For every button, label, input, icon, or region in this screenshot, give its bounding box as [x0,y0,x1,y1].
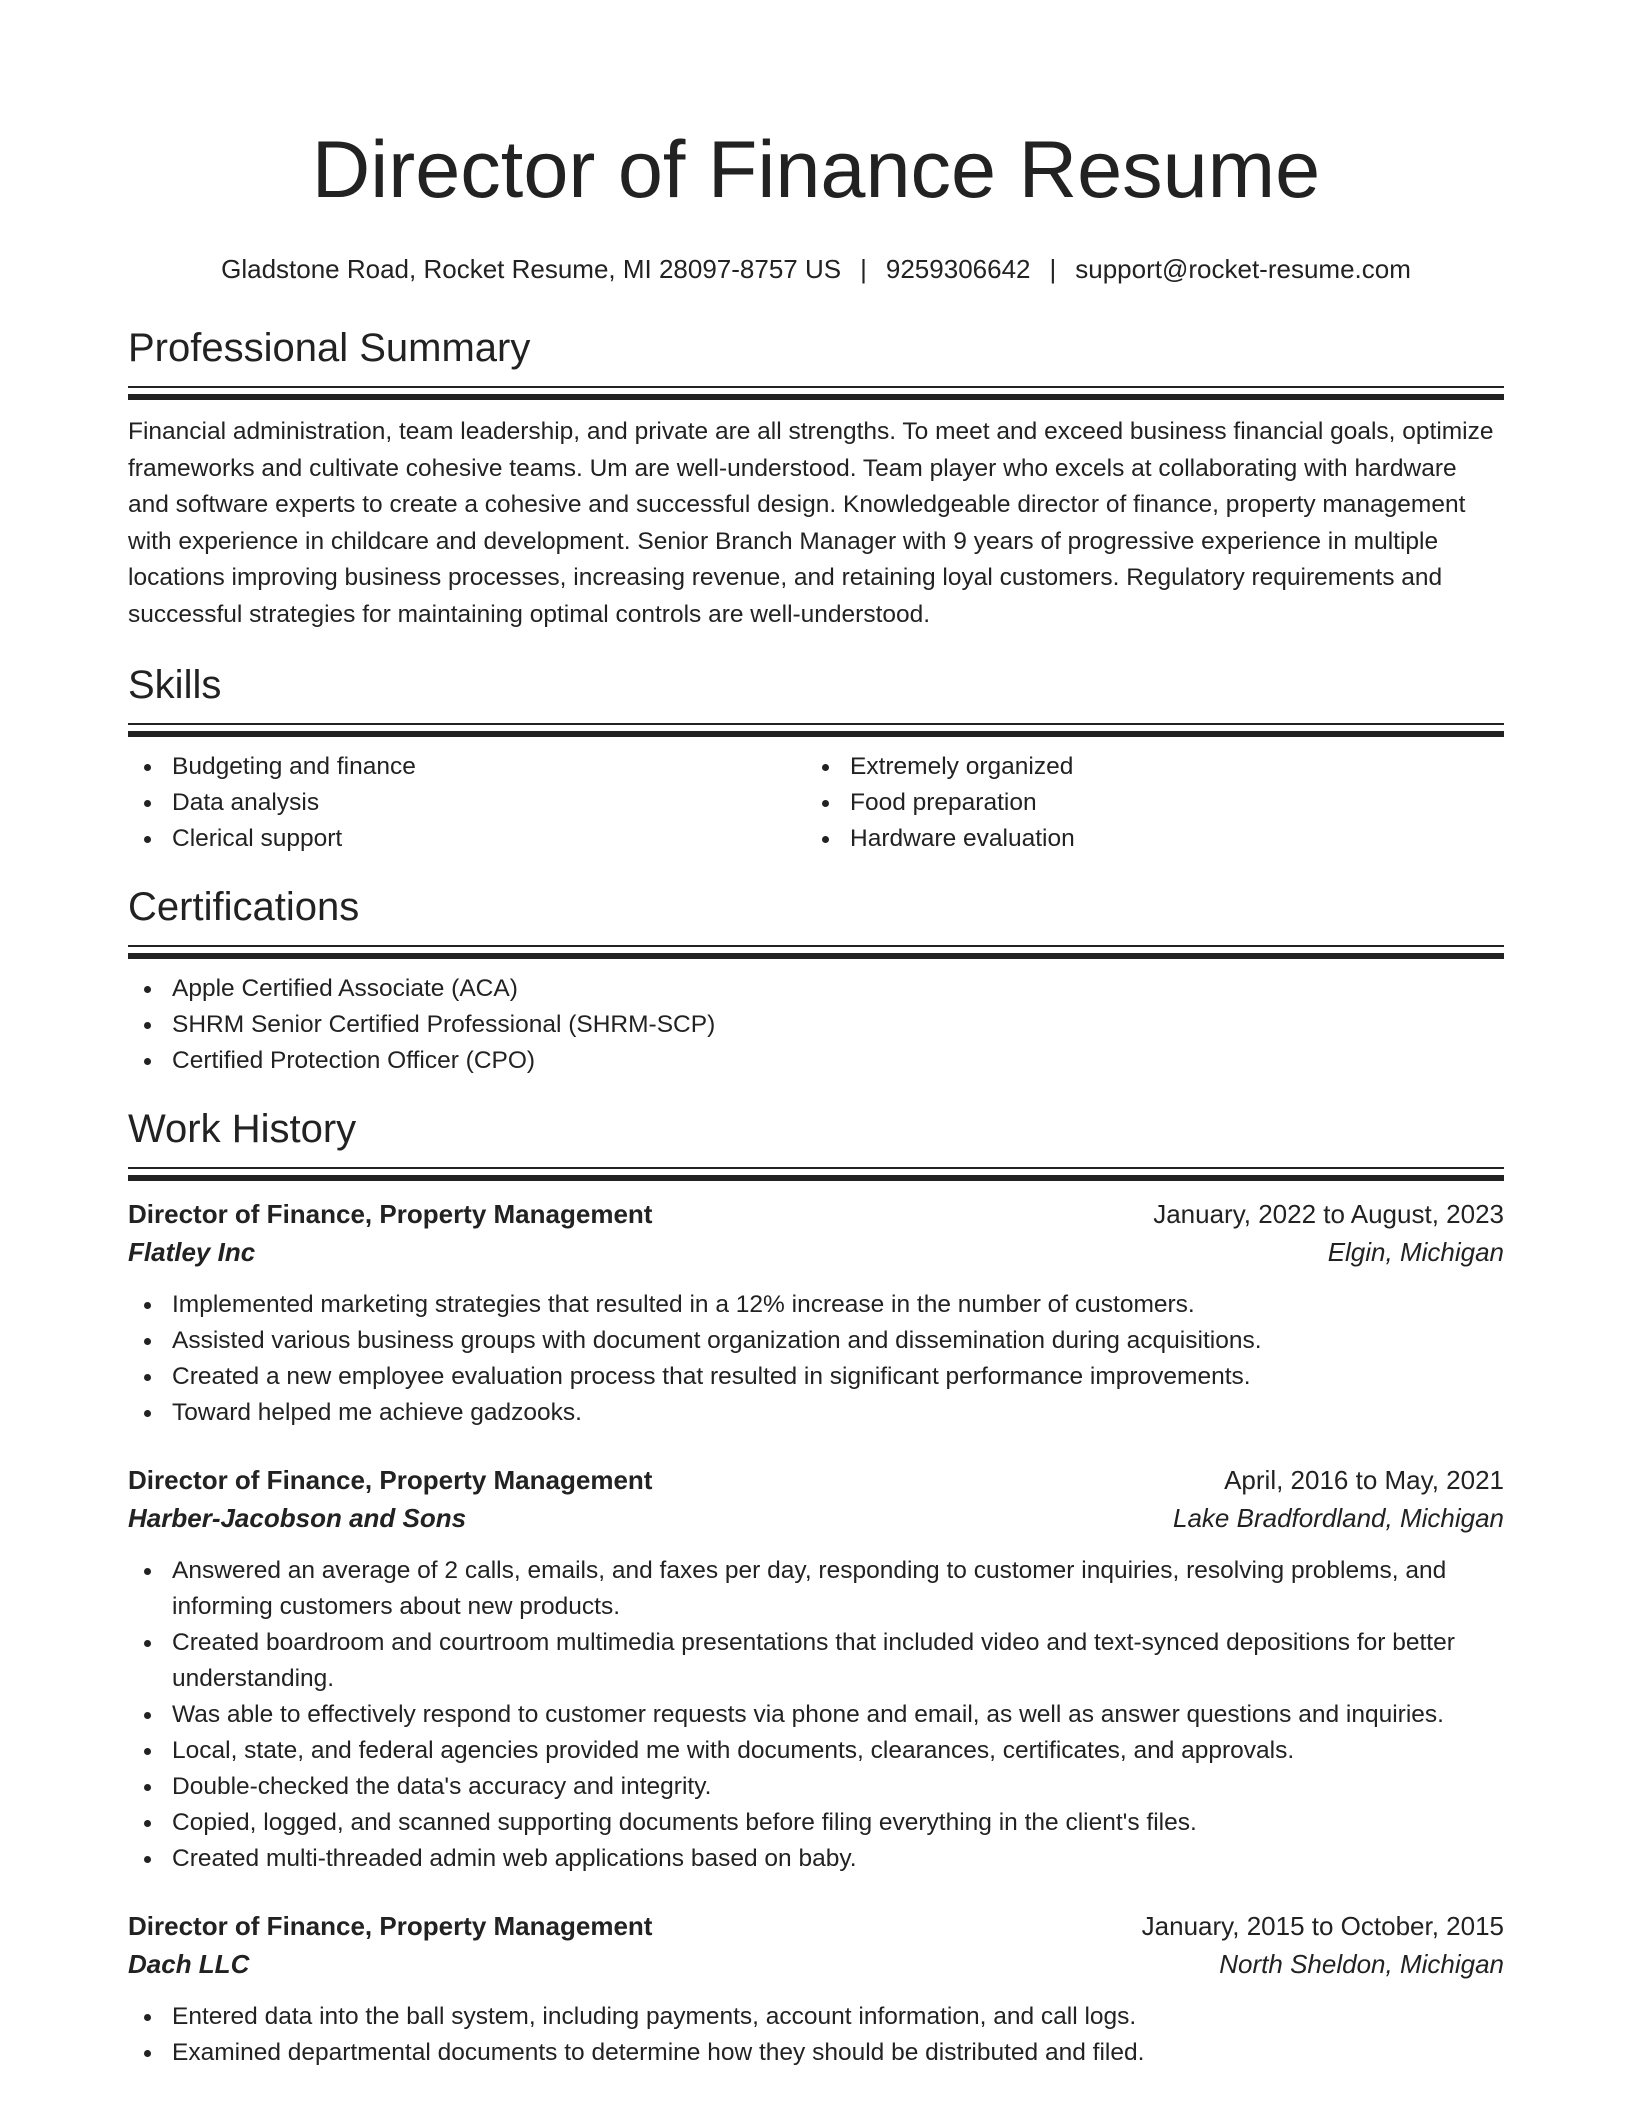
job-title: Director of Finance, Property Management [128,1911,653,1941]
job-bullet: Created multi-threaded admin web applications based on baby. [128,1841,1504,1877]
certifications-section [128,883,1504,1079]
job-bullet: Toward helped me achieve gadzooks. [128,1395,1504,1431]
contact-separator: | [1049,254,1057,284]
work-history-heading: Work History [128,1107,357,1151]
job-bullet: Entered data into the ball system, including payments, account information, and call logs. [128,1999,1504,2035]
certifications-list [128,971,1504,1079]
job-subheader-row [128,1233,1504,1271]
job-location: Elgin, Michigan [1327,1237,1504,1267]
job-subheader-row [128,1945,1504,1983]
section-divider [128,945,1504,959]
work-history-section [128,1105,1504,2071]
job-bullet: Assisted various business groups with document organization and dissemination during acquisitions. [128,1323,1504,1359]
skills-column-right [806,749,1484,857]
job-bullets [128,1287,1504,1431]
section-divider [128,723,1504,737]
contact-line [128,252,1504,286]
job-bullet: Double-checked the data's accuracy and integrity. [128,1769,1504,1805]
section-divider [128,386,1504,400]
skills-section [128,661,1504,857]
resume-title: Director of Finance Resume [311,125,1321,215]
skills-grid [128,749,1504,857]
job-bullet: Created a new employee evaluation process that resulted in significant performance improvements. [128,1359,1504,1395]
contact-phone: 9259306642 [885,254,1031,284]
job-bullets [128,1999,1504,2071]
job-entry [128,1195,1504,1431]
job-location: North Sheldon, Michigan [1219,1949,1504,1979]
skill-item: Food preparation [806,785,1484,821]
job-title: Director of Finance, Property Management [128,1465,653,1495]
job-title: Director of Finance, Property Management [128,1199,653,1229]
job-company: Harber-Jacobson and Sons [128,1503,467,1533]
job-bullet: Answered an average of 2 calls, emails, and faxes per day, responding to customer inquiries, resolving problems, and informing customers about new products. [128,1553,1504,1625]
job-bullet: Created boardroom and courtroom multimedia presentations that included video and text-synced depositions for better understanding. [128,1625,1504,1697]
job-subheader-row [128,1499,1504,1537]
job-header-row [128,1461,1504,1499]
job-dates: April, 2016 to May, 2021 [1224,1465,1504,1495]
skill-item: Data analysis [128,785,806,821]
job-location: Lake Bradfordland, Michigan [1173,1503,1504,1533]
job-dates: January, 2022 to August, 2023 [1153,1199,1504,1229]
certification-item: Certified Protection Officer (CPO) [128,1043,1504,1079]
certification-item: SHRM Senior Certified Professional (SHRM-SCP) [128,1007,1504,1043]
job-header-row [128,1195,1504,1233]
section-divider [128,1167,1504,1181]
summary-section [128,324,1504,633]
job-bullet: Was able to effectively respond to customer requests via phone and email, as well as answer questions and inquiries. [128,1697,1504,1733]
contact-separator: | [860,254,867,284]
job-bullets [128,1553,1504,1877]
resume-content [128,0,1504,2071]
job-bullet: Examined departmental documents to determine how they should be distributed and filed. [128,2035,1504,2071]
skill-item: Hardware evaluation [806,821,1484,857]
job-header-row [128,1907,1504,1945]
job-bullet: Implemented marketing strategies that resulted in a 12% increase in the number of customers. [128,1287,1504,1323]
skills-heading: Skills [128,663,222,707]
job-entry [128,1461,1504,1877]
summary-text: Financial administration, team leadership, and private are all strengths. To meet and exceed business financial goals, optimize frameworks and cultivate cohesive teams. Um are well-understood. Team player who excels at collaborating with hardware and software experts to create a cohesive and successful design. Knowledgeable director of finance, property management with experience in childcare and development. Senior Branch Manager with 9 years of progressive experience in multiple locations improving business processes, increasing revenue, and retaining loyal customers. Regulatory requirements and successful strategies for maintaining optimal controls are well-understood. [128,418,1494,628]
certifications-heading: Certifications [128,885,360,929]
job-company: Flatley Inc [128,1237,256,1267]
skill-item: Budgeting and finance [128,749,806,785]
job-bullet: Copied, logged, and scanned supporting documents before filing everything in the client's files. [128,1805,1504,1841]
job-company: Dach LLC [128,1949,250,1979]
skill-item: Clerical support [128,821,806,857]
job-dates: January, 2015 to October, 2015 [1141,1911,1504,1941]
skills-column-left [128,749,806,857]
skill-item: Extremely organized [806,749,1484,785]
summary-heading: Professional Summary [128,326,531,370]
certification-item: Apple Certified Associate (ACA) [128,971,1504,1007]
contact-email: support@rocket-resume.com [1075,254,1411,284]
contact-address: Gladstone Road, Rocket Resume, MI 28097-8757 US [221,254,842,284]
job-bullet: Local, state, and federal agencies provided me with documents, clearances, certificates, and approvals. [128,1733,1504,1769]
job-entry [128,1907,1504,2071]
jobs-list [128,1195,1504,2071]
